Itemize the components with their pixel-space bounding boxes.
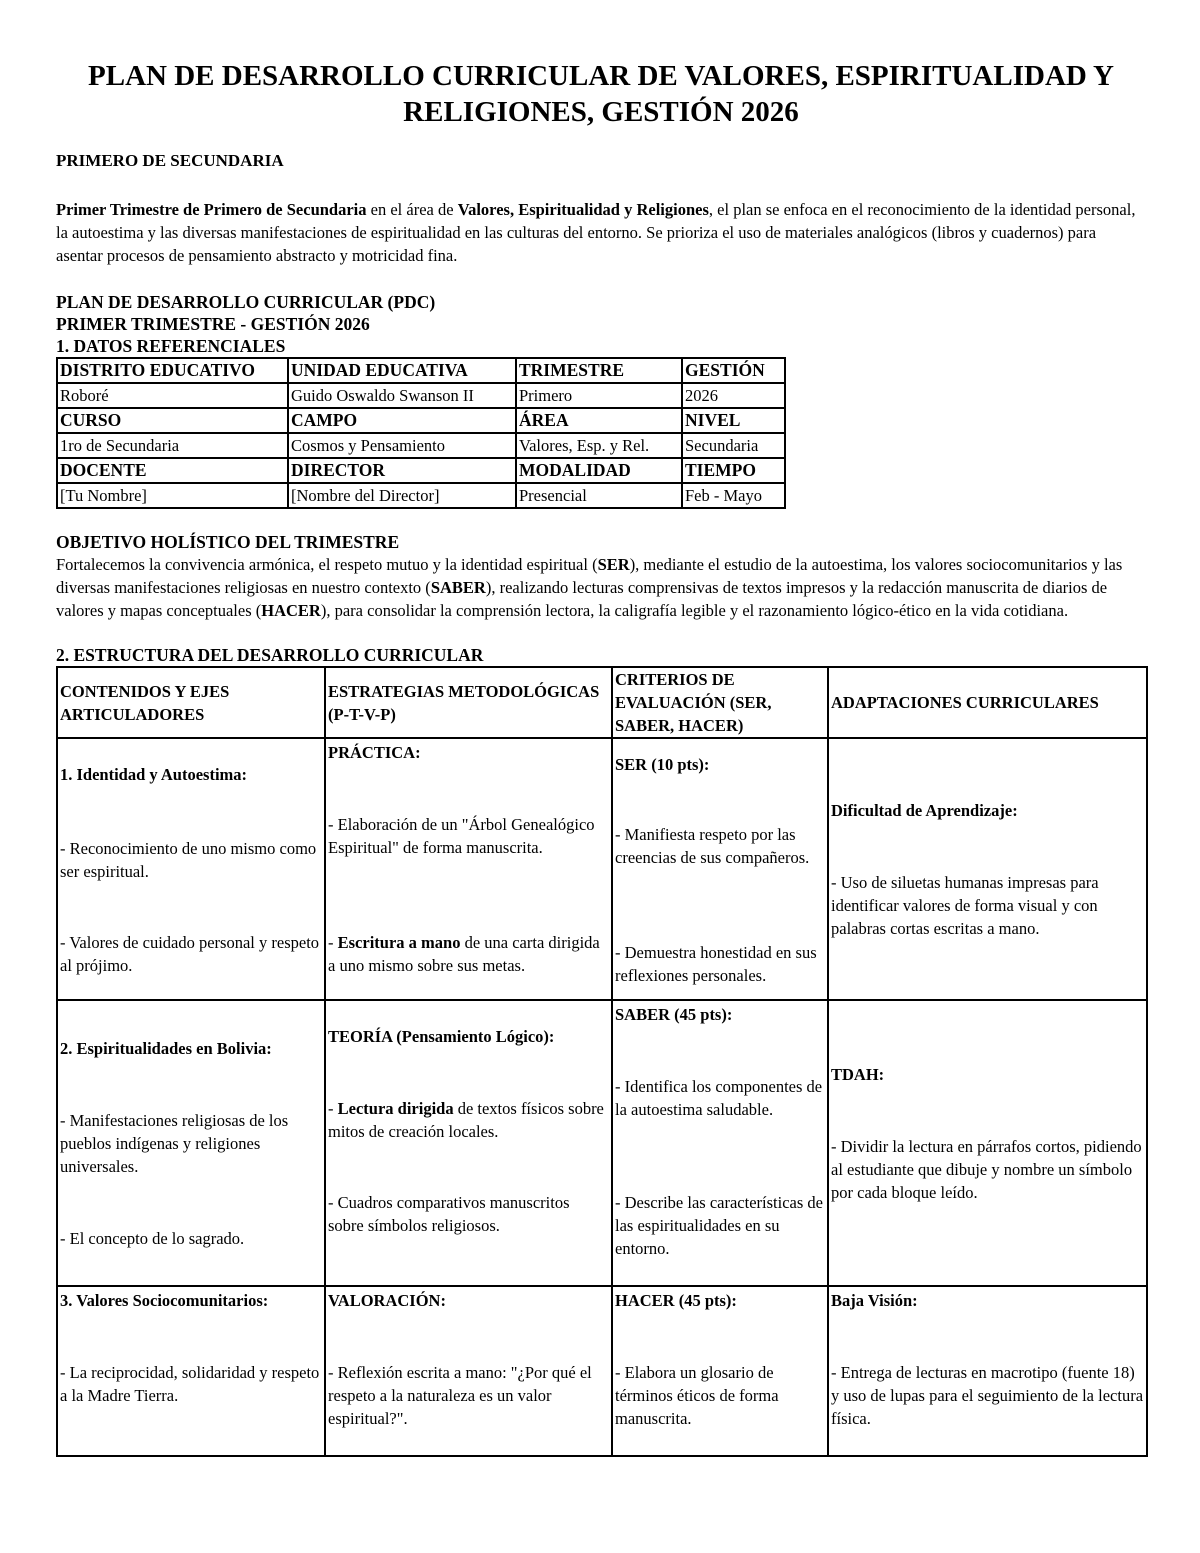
text-part: de textos físicos sobre mitos de creación locales. xyxy=(328,1099,604,1141)
pdc-heading xyxy=(56,291,1146,357)
row1-contents-item: - Valores de cuidado personal y respeto al prójimo. xyxy=(60,933,320,975)
intro-text-1: en el área de xyxy=(366,200,458,219)
ref-cell: NIVEL xyxy=(682,408,785,433)
ref-header-row xyxy=(57,408,785,433)
ref-cell: TRIMESTRE xyxy=(516,358,682,383)
intro-paragraph xyxy=(56,198,1146,267)
ref-cell: Roboré xyxy=(57,383,288,408)
objective-ser: SER xyxy=(597,555,630,574)
row3-adaptations-item: - Entrega de lecturas en macrotipo (fuente 18) y uso de lupas para el seguimiento de la lectura física. xyxy=(831,1363,1144,1428)
ref-cell: 2026 xyxy=(682,383,785,408)
row1-criteria xyxy=(612,738,828,1000)
row3-criteria-item: - Elabora un glosario de términos éticos de forma manuscrita. xyxy=(615,1363,779,1428)
grade-label: PRIMERO DE SECUNDARIA xyxy=(56,151,284,170)
row3-contents-item: - La reciprocidad, solidaridad y respeto a la Madre Tierra. xyxy=(60,1363,320,1405)
ref-cell: CAMPO xyxy=(288,408,516,433)
row1-adaptations-item: - Uso de siluetas humanas impresas para identificar valores de forma visual y con palabras cortas escritas a mano. xyxy=(831,873,1099,938)
row3-contents-title: 3. Valores Sociocomunitarios: xyxy=(60,1291,269,1310)
ref-cell: Feb - Mayo xyxy=(682,483,785,508)
ref-cell: Primero xyxy=(516,383,682,408)
objective-text xyxy=(56,553,1146,622)
row1-contents xyxy=(57,738,325,1000)
row2-criteria xyxy=(612,1000,828,1286)
header-criteria: CRITERIOS DE EVALUACIÓN (SER, SABER, HACER) xyxy=(612,667,828,738)
text-part: de una carta dirigida a uno mismo sobre sus metas. xyxy=(328,933,600,975)
curriculum-structure-table xyxy=(56,666,1148,1457)
row1-adaptations-title: Dificultad de Aprendizaje: xyxy=(831,801,1018,820)
ref-value-row xyxy=(57,383,785,408)
text-emphasis: Escritura a mano xyxy=(337,933,461,952)
reference-data-table xyxy=(56,357,786,509)
objective-saber: SABER xyxy=(430,578,486,597)
objective-part: ), mediante el estudio de la autoestima, los valores sociocomunitarios y las diversas manifestaciones religiosas en nuestro contexto ( xyxy=(56,555,1123,597)
structure-row-1 xyxy=(57,738,1147,1000)
row3-adaptations-title: Baja Visión: xyxy=(831,1291,918,1310)
ref-cell: MODALIDAD xyxy=(516,458,682,483)
ref-cell: TIEMPO xyxy=(682,458,785,483)
row2-adaptations-title: TDAH: xyxy=(831,1065,885,1084)
row3-contents xyxy=(57,1286,325,1456)
intro-bold-area: Valores, Espiritualidad y Religiones xyxy=(457,200,709,219)
ref-cell: DISTRITO EDUCATIVO xyxy=(57,358,288,383)
row2-criteria-item: - Describe las características de las espiritualidades en su entorno. xyxy=(615,1193,823,1258)
ref-cell: Cosmos y Pensamiento xyxy=(288,433,516,458)
ref-value-row xyxy=(57,483,785,508)
row1-criteria-item: - Manifiesta respeto por las creencias de sus compañeros. xyxy=(615,825,810,867)
objective-part: ), para consolidar la comprensión lectora, la caligrafía legible y el razonamiento lógico-ético en la vida cotidiana. xyxy=(320,601,1069,620)
row3-strategies xyxy=(325,1286,612,1456)
header-strategies: ESTRATEGIAS METODOLÓGICAS (P-T-V-P) xyxy=(325,667,612,738)
row2-adaptations-item: - Dividir la lectura en párrafos cortos, pidiendo al estudiante que dibuje y nombre un símbolo por cada bloque leído. xyxy=(831,1137,1142,1202)
ref-header-row xyxy=(57,358,785,383)
header-adaptations: ADAPTACIONES CURRICULARES xyxy=(828,667,1147,738)
row1-criteria-item: - Demuestra honestidad en sus reflexiones personales. xyxy=(615,943,817,985)
row3-strategies-title: VALORACIÓN: xyxy=(328,1291,446,1310)
row2-contents-title: 2. Espiritualidades en Bolivia: xyxy=(60,1039,272,1058)
row2-contents xyxy=(57,1000,325,1286)
section-2-title: 2. ESTRUCTURA DEL DESARROLLO CURRICULAR xyxy=(56,645,484,665)
ref-cell: CURSO xyxy=(57,408,288,433)
structure-row-3 xyxy=(57,1286,1147,1456)
row1-strategies xyxy=(325,738,612,1000)
ref-cell: DOCENTE xyxy=(57,458,288,483)
row1-adaptations xyxy=(828,738,1147,1000)
row2-strategies-title: TEORÍA (Pensamiento Lógico): xyxy=(328,1027,555,1046)
row2-adaptations xyxy=(828,1000,1147,1286)
ref-cell: Secundaria xyxy=(682,433,785,458)
document-title: PLAN DE DESARROLLO CURRICULAR DE VALORES, ESPIRITUALIDAD Y RELIGIONES, GESTIÓN 2026 xyxy=(88,60,1114,128)
ref-value-row xyxy=(57,433,785,458)
header-contents: CONTENIDOS Y EJES ARTICULADORES xyxy=(57,667,325,738)
structure-row-2 xyxy=(57,1000,1147,1286)
intro-bold-trimester: Primer Trimestre de Primero de Secundaria xyxy=(56,200,367,219)
ref-cell: Guido Oswaldo Swanson II xyxy=(288,383,516,408)
ref-cell: [Nombre del Director] xyxy=(288,483,516,508)
ref-header-row xyxy=(57,458,785,483)
row1-strategies-item: - Elaboración de un "Árbol Genealógico Espiritual" de forma manuscrita. xyxy=(328,815,595,857)
pdc-title: PLAN DE DESARROLLO CURRICULAR (PDC) xyxy=(56,292,436,312)
row2-contents-item: - El concepto de lo sagrado. xyxy=(60,1229,245,1248)
row1-contents-item: - Reconocimiento de uno mismo como ser espiritual. xyxy=(60,839,317,881)
ref-cell: 1ro de Secundaria xyxy=(57,433,288,458)
ref-cell: ÁREA xyxy=(516,408,682,433)
section-1-title: 1. DATOS REFERENCIALES xyxy=(56,336,286,356)
objective-part: ), realizando lecturas comprensivas de textos impresos y la redacción manuscrita de diarios de valores y mapas conceptuales ( xyxy=(56,578,1108,620)
structure-header-row xyxy=(57,667,1147,738)
row1-strategies-item xyxy=(328,931,609,977)
objective-hacer: HACER xyxy=(261,601,321,620)
row3-criteria-title: HACER (45 pts): xyxy=(615,1291,737,1310)
row3-adaptations xyxy=(828,1286,1147,1456)
row1-contents-title: 1. Identidad y Autoestima: xyxy=(60,765,248,784)
row2-contents-item: - Manifestaciones religiosas de los pueblos indígenas y religiones universales. xyxy=(60,1111,289,1176)
text-part: - xyxy=(328,1099,338,1118)
objective-part: Fortalecemos la convivencia armónica, el respeto mutuo y la identidad espiritual ( xyxy=(56,555,598,574)
text-part: - xyxy=(328,933,338,952)
row1-criteria-title: SER (10 pts): xyxy=(615,755,710,774)
ref-cell: Presencial xyxy=(516,483,682,508)
row3-criteria xyxy=(612,1286,828,1456)
row1-strategies-title: PRÁCTICA: xyxy=(328,743,421,762)
row2-strategies-item: - Cuadros comparativos manuscritos sobre símbolos religiosos. xyxy=(328,1193,570,1235)
ref-cell: GESTIÓN xyxy=(682,358,785,383)
row3-strategies-item: - Reflexión escrita a mano: "¿Por qué el respeto a la naturaleza es un valor espiritual?". xyxy=(328,1363,592,1428)
intro-text-2: , el plan se enfoca en el reconocimiento de la identidad personal, la autoestima y las diversas manifestaciones de espiritualidad en las culturas del entorno. Se prioriza el uso de materiales analógicos (libros y cuadernos) para asentar procesos de pensamiento abstracto y motricidad fina. xyxy=(56,200,1136,265)
ref-cell: [Tu Nombre] xyxy=(57,483,288,508)
row2-strategies-item xyxy=(328,1097,609,1143)
document-page xyxy=(56,58,1146,1457)
ref-cell: UNIDAD EDUCATIVA xyxy=(288,358,516,383)
ref-cell: DIRECTOR xyxy=(288,458,516,483)
text-emphasis: Lectura dirigida xyxy=(337,1099,454,1118)
row2-criteria-item: - Identifica los componentes de la autoestima saludable. xyxy=(615,1077,823,1119)
row2-criteria-title: SABER (45 pts): xyxy=(615,1005,733,1024)
objective-title: OBJETIVO HOLÍSTICO DEL TRIMESTRE xyxy=(56,532,400,552)
row2-strategies xyxy=(325,1000,612,1286)
ref-cell: Valores, Esp. y Rel. xyxy=(516,433,682,458)
pdc-subtitle: PRIMER TRIMESTRE - GESTIÓN 2026 xyxy=(56,314,370,334)
